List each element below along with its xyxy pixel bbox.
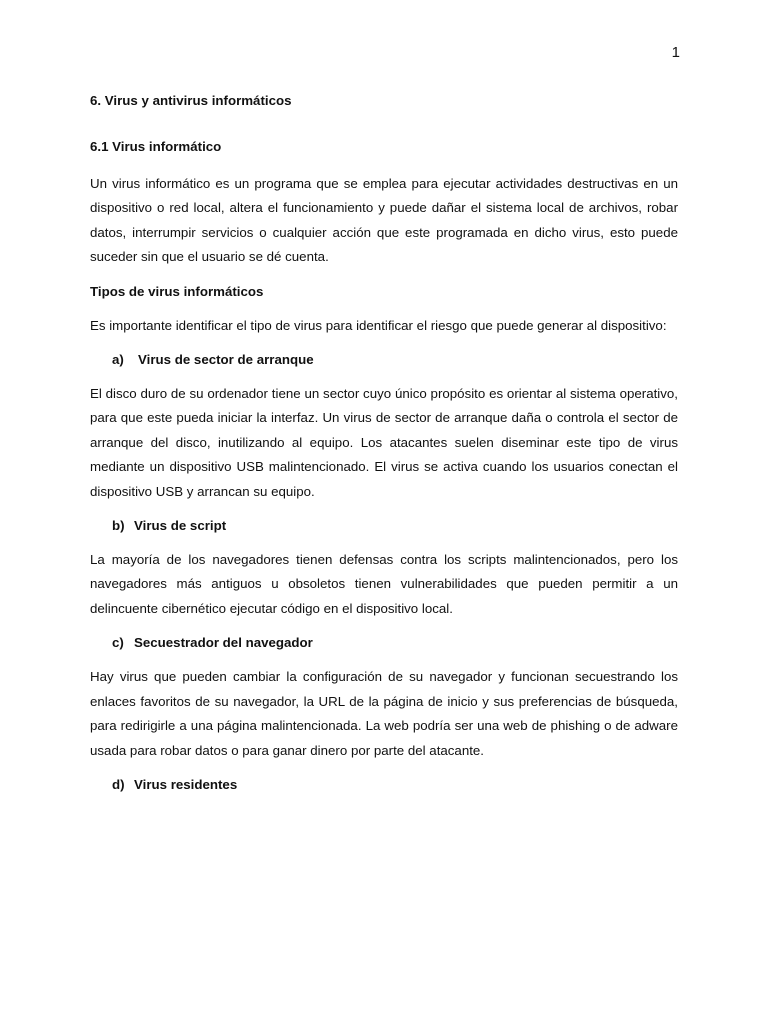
document-body — [90, 91, 678, 794]
list-item-paragraph: Hay virus que pueden cambiar la configuración de su navegador y funcionan secuestrando los enlaces favoritos de su navegador, la URL de la página de inicio y sus preferencias de búsqueda, para redirigirle a una página malintencionada. La web podría ser una web de phishing o de adware usada para robar datos o para ganar dinero por parte del atacante. — [90, 669, 678, 758]
list-item-paragraph: La mayoría de los navegadores tienen defensas contra los scripts malintencionados, pero los navegadores más antiguos u obsoletos tienen vulnerabilidades que pueden permitir a un delincuente cibernético ejecutar código en el dispositivo local. — [90, 552, 678, 616]
list-item-marker: d) — [112, 776, 125, 792]
intro-paragraph: Un virus informático es un programa que se emplea para ejecutar actividades destructivas en un dispositivo o red local, altera el funcionamiento y puede dañar el sistema local de archivos, robar datos, interrumpir servicios o cualquier acción que este programada en dicho virus, esto puede suceder sin que el usuario se dé cuenta. — [90, 176, 678, 265]
list-item-paragraph: El disco duro de su ordenador tiene un sector cuyo único propósito es orientar al sistema operativo, para que este pueda iniciar la interfaz. Un virus de sector de arranque daña o controla el sector de arranque del disco, inutilizando al equipo. Los atacantes suelen diseminar este tipo de virus mediante un dispositivo USB malintencionado. El virus se activa cuando los usuarios conectan el dispositivo USB y arrancan su equipo. — [90, 386, 678, 499]
list-item-title: Virus residentes — [134, 776, 238, 792]
list-item-heading — [90, 351, 678, 369]
list-item-title: Virus de sector de arranque — [138, 352, 314, 368]
list-item-marker: a) — [112, 352, 124, 368]
list-item-heading — [90, 517, 678, 535]
list-item-marker: b) — [112, 518, 125, 534]
list-item-title: Secuestrador del navegador — [134, 635, 313, 651]
chapter-title: 6. Virus y antivirus informáticos — [90, 93, 292, 108]
types-heading: Tipos de virus informáticos — [90, 283, 264, 299]
list-item-title: Virus de script — [134, 518, 227, 534]
list-item-heading — [90, 634, 678, 652]
list-item-heading — [90, 776, 678, 794]
list-item-marker: c) — [112, 635, 124, 651]
types-intro-paragraph: Es importante identificar el tipo de virus para identificar el riesgo que puede generar al dispositivo: — [90, 317, 667, 333]
page-number: 1 — [671, 44, 680, 61]
section-title: 6.1 Virus informático — [90, 139, 222, 154]
